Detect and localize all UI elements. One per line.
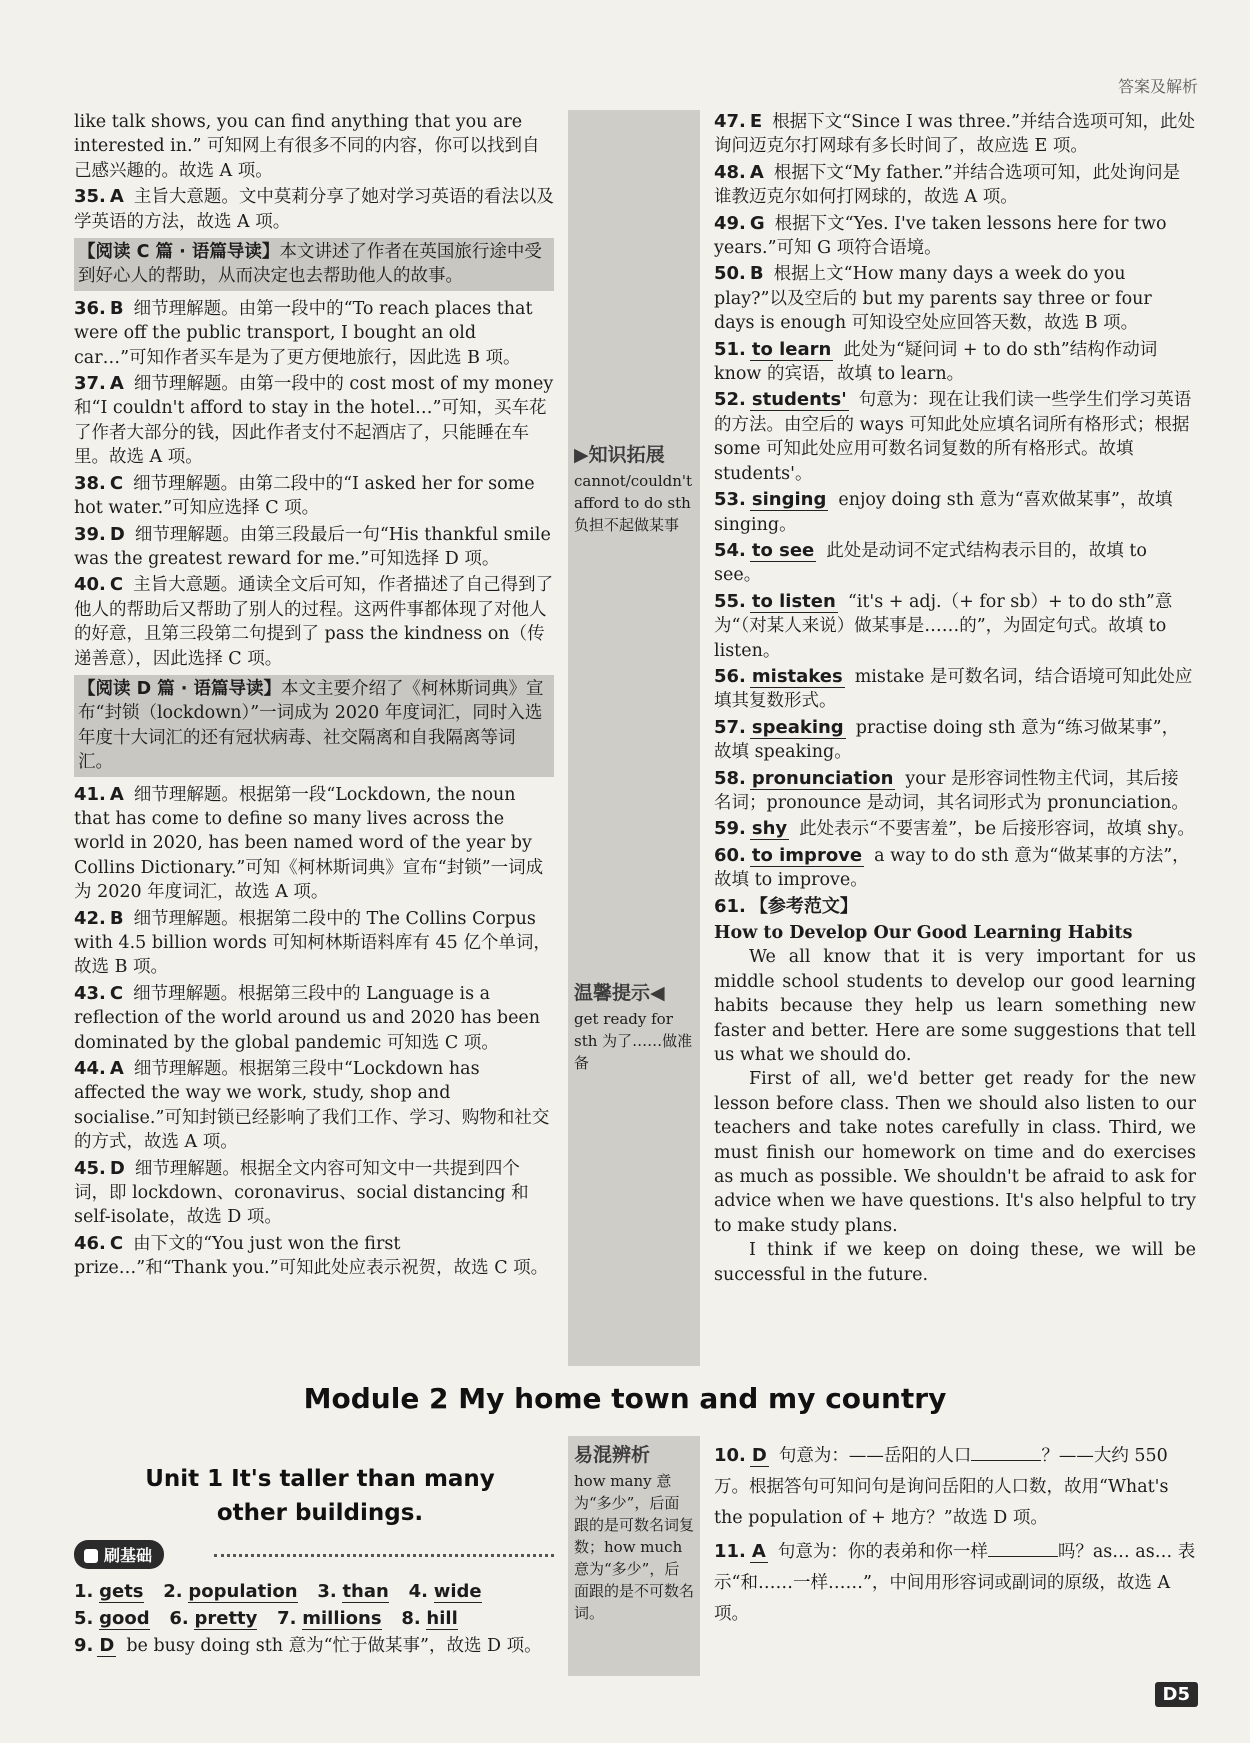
answer-40: 40. C 主旨大意题。通读全文后可知，作者描述了自己得到了他人的帮助后又帮助了别人的过程。这两件事都体现了对他人的好意，且第三段第二句提到了 pass the kindness on（传递善意），因此选择 C 项。 bbox=[74, 574, 554, 669]
unit-title: Unit 1 It's taller than many other buildings. bbox=[145, 1466, 495, 1526]
answer-9: 9. D be busy doing sth 意为“忙于做某事”，故选 D 项。 bbox=[74, 1635, 542, 1656]
answer-57: 57. speaking practise doing sth 意为“练习做某事”，故填 speaking。 bbox=[714, 716, 1180, 763]
module-title: Module 2 My home town and my country bbox=[303, 1382, 947, 1415]
essay-title: How to Develop Our Good Learning Habits bbox=[714, 923, 1133, 943]
answer-54: 54. to see 此处是动词不定式结构表示目的，故填 to see。 bbox=[714, 539, 1147, 586]
essay-paragraph-2: First of all, we'd better get ready for the new lesson before class. Then we should also listen to our teachers and take notes carefully in class. Third, we must finish our homework on time and do exercises as much as possible. We shouldn't be afraid to ask for advice when we have questions. It's also helpful to try to make study plans. bbox=[714, 1069, 1196, 1236]
answer-60: 60. to improve a way to do sth 意为“做某事的方法”，故填 to improve。 bbox=[714, 844, 1190, 891]
pencil-icon bbox=[84, 1549, 98, 1563]
blank-line bbox=[988, 1556, 1058, 1557]
confusable-note-column bbox=[568, 1436, 700, 1676]
answer-48: 48. A 根据下文“My father.”并结合选项可知，此处询问是谁教迈克尔如何打网球的，故选 A 项。 bbox=[714, 161, 1181, 208]
answer-35: 35. A 主旨大意题。文中莫莉分享了她对学习英语的看法以及学英语的方法，故选 A 项。 bbox=[74, 186, 554, 232]
warm-tip-body: get ready for sth 为了……做准备 bbox=[574, 1010, 693, 1072]
answer-50: 50. B 根据上文“How many days a week do you play?”以及空后的 but my parents say three or four days is enough 可知设空处应回答天数，故选 B 项。 bbox=[714, 263, 1152, 334]
confusable-title: 易混辨析 bbox=[574, 1444, 651, 1466]
answer-45: 45. D 细节理解题。根据全文内容可知文中一共提到四个词，即 lockdown、coronavirus、social distancing 和 self-isolate，故选 D 项。 bbox=[74, 1157, 529, 1228]
answer-36: 36. B 细节理解题。由第一段中的“To reach places that were off the public transport, I bought an old car…”可知作者买车是为了更方便地旅行，因此选 B 项。 bbox=[74, 297, 533, 368]
essay-paragraph-1: We all know that it is very important for us middle school students to develop our good learning habits because they help us learn something new faster and better. Here are some suggestions that tell us what we should do. bbox=[714, 947, 1196, 1066]
answer-42: 42. B 细节理解题。根据第二段中的 The Collins Corpus with 4.5 billion words 可知柯林斯语料库有 45 亿个单词，故选 B 项。 bbox=[74, 907, 551, 978]
basic-answers bbox=[74, 1578, 558, 1660]
basic-row-1: 1. gets 2. population 3. than 4. wide bbox=[74, 1581, 482, 1602]
right-column bbox=[714, 110, 1196, 1287]
answer-10: 10. D 句意为：——岳阳的人口 ？——大约 550 万。根据答句可知问句是询问岳阳的人口数，故用“What's the population of + 地方？”故选 D 项。 bbox=[714, 1445, 1169, 1528]
answer-47: 47. E 根据下文“Since I was three.”并结合选项可知，此处询问迈克尔打网球有多长时间了，故应选 E 项。 bbox=[714, 111, 1196, 157]
dotted-divider bbox=[214, 1554, 554, 1557]
answer-38: 38. C 细节理解题。由第二段中的“I asked her for some hot water.”可知应选择 C 项。 bbox=[74, 472, 535, 519]
side-note-column bbox=[568, 110, 700, 1366]
continuation-text: like talk shows, you can find anything that you are interested in.” 可知网上有很多不同的内容，你可以找到自己感兴趣的。故选 A 项。 bbox=[74, 112, 540, 181]
confusable-note bbox=[568, 1436, 700, 1632]
bottom-right-column bbox=[714, 1440, 1196, 1632]
answer-55: 55. to listen “it's + adj.（+ for sb）+ to do sth”意为“（对某人来说）做某事是……的”，为固定句式。故填 to listen。 bbox=[714, 590, 1173, 661]
page-number: D5 bbox=[1155, 1682, 1198, 1707]
basic-practice-header bbox=[74, 1540, 554, 1570]
answer-46: 46. C 由下文的“You just won the first prize…”和“Thank you.”可知此处应表示祝贺，故选 C 项。 bbox=[74, 1232, 549, 1279]
answer-61: 61. 【参考范文】 bbox=[714, 895, 858, 917]
basic-row-2: 5. good 6. pretty 7. millions 8. hill bbox=[74, 1608, 458, 1629]
answer-39: 39. D 细节理解题。由第三段最后一句“His thankful smile was the greatest reward for me.”可知选择 D 项。 bbox=[74, 523, 551, 569]
answer-41: 41. A 细节理解题。根据第一段“Lockdown, the noun that has come to define so many lives across the world in 2020, has been named word of the year by Collins Dictionary.”可知《柯林斯词典》宣布“封锁”一词成为 2020 年度词汇，故选 A 项。 bbox=[74, 783, 544, 903]
answer-44: 44. A 细节理解题。根据第三段中“Lockdown has affected the way we work, study, shop and socialise.”可知封锁已经影响了我们工作、学习、购物和社交的方式，故选 A 项。 bbox=[74, 1058, 550, 1153]
reading-c-intro: 【阅读 C 篇 · 语篇导读】本文讲述了作者在英国旅行途中受到好心人的帮助，从而决定也去帮助他人的故事。 bbox=[74, 238, 554, 291]
answer-49: 49. G 根据下文“Yes. I've taken lessons here for two years.”可知 G 项符合语境。 bbox=[714, 212, 1167, 259]
essay-paragraph-3: I think if we keep on doing these, we will be successful in the future. bbox=[714, 1240, 1196, 1285]
knowledge-extension-body: cannot/couldn't afford to do sth 负担不起做某事 bbox=[574, 472, 693, 534]
knowledge-extension-note bbox=[568, 436, 700, 544]
left-column bbox=[74, 110, 554, 1283]
confusable-body: how many 意为“多少”，后面跟的是可数名词复数；how much 意为“多少”，后面跟的是不可数名词。 bbox=[574, 1472, 695, 1622]
basic-practice-badge: 刷基础 bbox=[74, 1540, 164, 1569]
answer-58: 58. pronunciation your 是形容词性物主代词，其后接名词；pronounce 是动词，其名词形式为 pronunciation。 bbox=[714, 767, 1189, 813]
warm-tip-note bbox=[568, 974, 700, 1082]
answer-37: 37. A 细节理解题。由第一段中的 cost most of my money 和“I couldn't afford to stay in the hotel…”可知，买车花了作者大部分的钱，因此作者支付不起酒店了，只能睡在车里。故选 A 项。 bbox=[74, 373, 554, 468]
answer-53: 53. singing enjoy doing sth 意为“喜欢做某事”，故填 singing。 bbox=[714, 489, 1173, 535]
blank-line bbox=[971, 1460, 1041, 1461]
answer-11: 11. A 句意为：你的表弟和你一样 吗？as… as… 表示“和……一样……”，中间用形容词或副词的原级，故选 A 项。 bbox=[714, 1541, 1196, 1624]
warm-tip-title: 温馨提示◀ bbox=[574, 982, 665, 1004]
reading-d-intro: 【阅读 D 篇 · 语篇导读】本文主要介绍了《柯林斯词典》宣布“封锁（lockdown）”一词成为 2020 年度词汇，同时入选年度十大词汇的还有冠状病毒、社交隔离和自我隔离等词汇。 bbox=[74, 675, 554, 777]
answer-51: 51. to learn 此处为“疑问词 + to do sth”结构作动词 know 的宾语，故填 to learn。 bbox=[714, 338, 1158, 385]
answer-56: 56. mistakes mistake 是可数名词，结合语境可知此处应填其复数形式。 bbox=[714, 665, 1193, 712]
answer-59: 59. shy 此处表示“不要害羞”，be 后接形容词，故填 shy。 bbox=[714, 818, 1195, 840]
knowledge-extension-title: ▶知识拓展 bbox=[574, 444, 665, 466]
header-label: 答案及解析 bbox=[1117, 77, 1198, 96]
answer-43: 43. C 细节理解题。根据第三段中的 Language is a reflection of the world around us and 2020 has been dominated by the global pandemic 可知选 C 项。 bbox=[74, 982, 541, 1053]
model-essay bbox=[714, 921, 1196, 1287]
answer-52: 52. students' 句意为：现在让我们读一些学生们学习英语的方法。由空后的 ways 可知此处应填名词所有格形式；根据 some 可知此处应用可数名词复数的所有格形式。故填 students'。 bbox=[714, 389, 1192, 484]
